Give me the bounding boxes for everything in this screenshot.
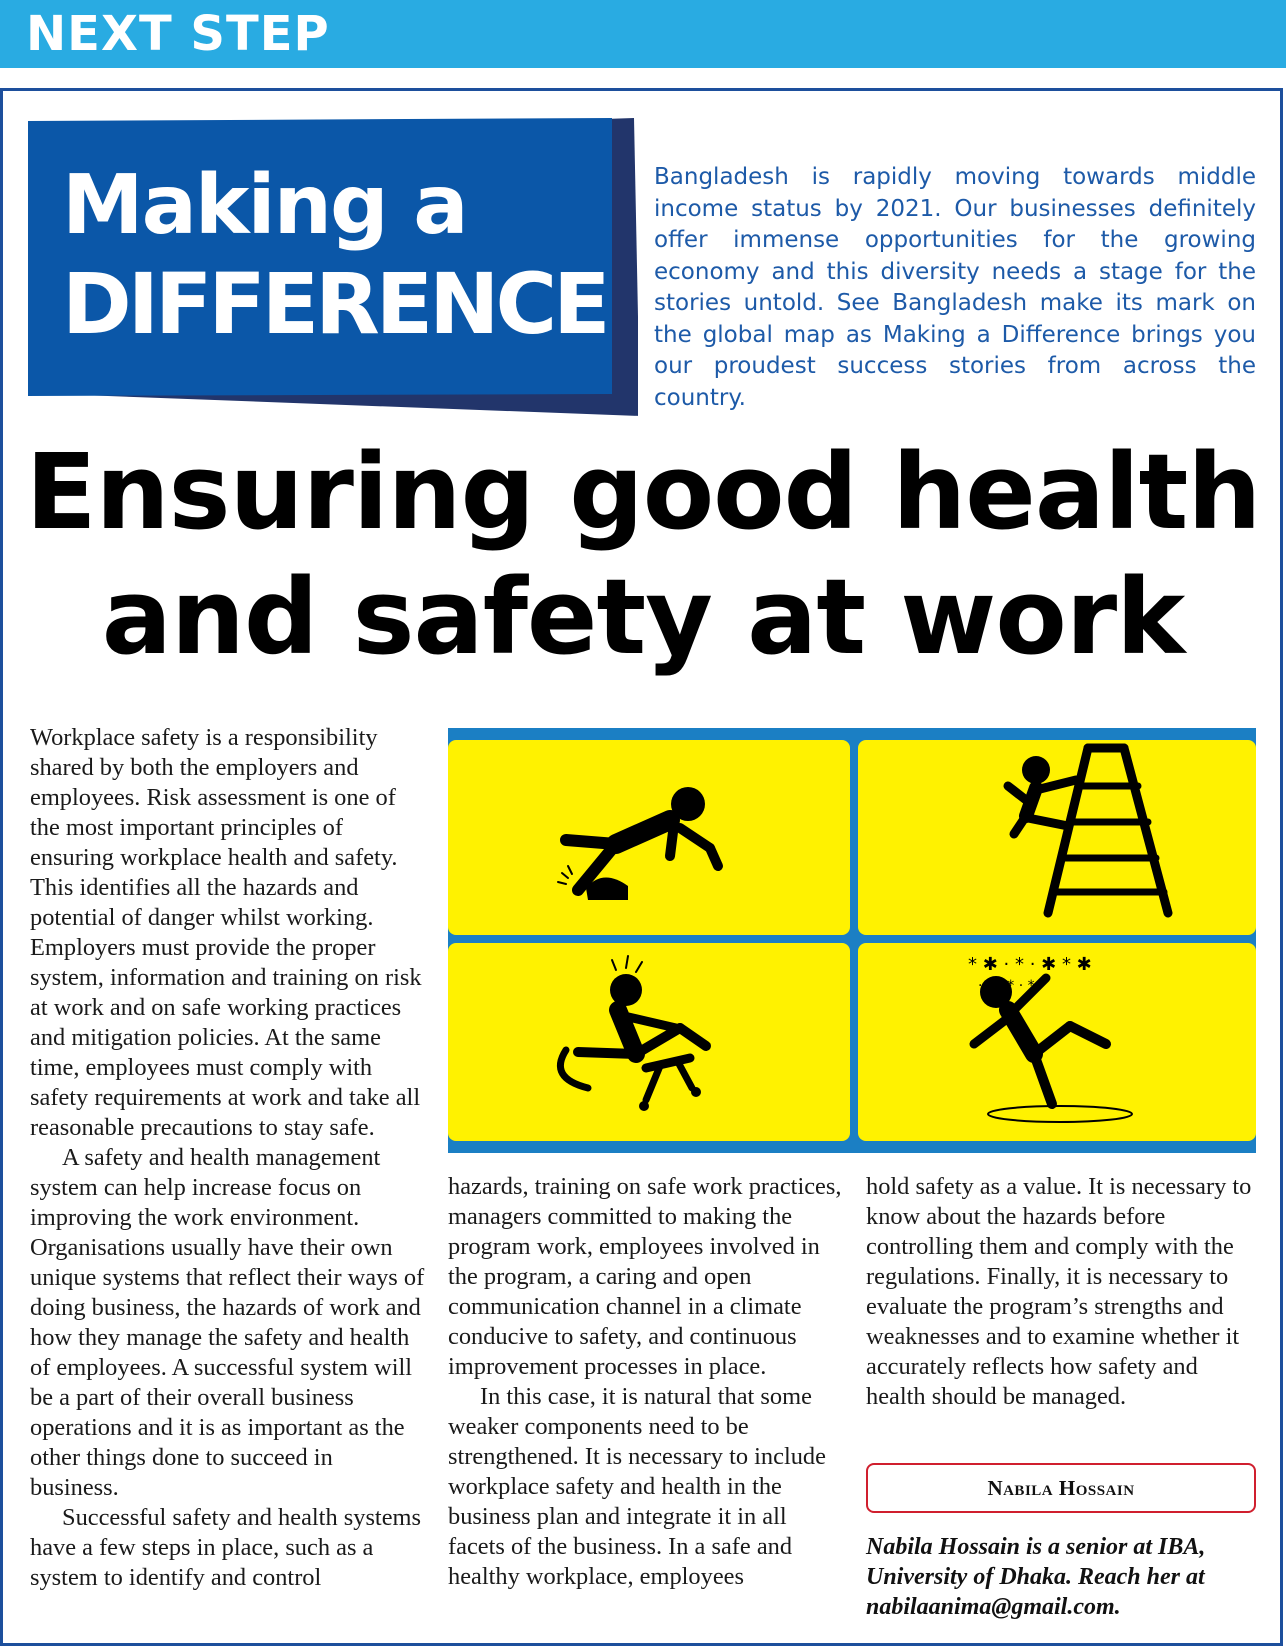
hazard-illustration [448,728,1256,1153]
svg-text:* ✱ · * · ✱ * ✱: * ✱ · * · ✱ * ✱ [968,954,1092,975]
paragraph: A safety and health management system can help increase focus on improving the work environment. Organisations usually have their own unique systems that reflect their ways of doing business, the hazards of work and how they manage the safety and health of employees. A successful system will be a part of their overall business operations and it is as important as the other things done to succeed in business. [30,1144,425,1501]
article-column-3 [866,1172,1261,1412]
series-banner [28,118,638,418]
series-intro: Bangladesh is rapidly moving towards middle income status by 2021. Our businesses definitely offer immense opportunities for the growing economy and this diversity needs a stage for the stories untold. See Bangladesh make its mark on the global map as Making a Difference brings you our proudest success stories from across the country. [654,164,1256,411]
article-headline [20,430,1266,680]
banner-title-line1: Making a [62,158,467,253]
banner-title-line2: DIFFERENCE [62,255,607,353]
ladder-fall-panel [858,740,1256,935]
paragraph: Workplace safety is a responsibility shared by both the employers and employees. Risk assessment is one of the most important principles of ensuring workplace health and safety. This identifies all the hazards and potential of danger whilst working. Employers must provide the proper system, information and training on risk at work and on safe working practices and mitigation policies. At the same time, employees must comply with safety requirements at work and take all reasonable precautions to stay safe. [30,724,422,1141]
hazard-illustration-graphic [448,728,1256,1153]
paragraph: hazards, training on safe work practices, managers committed to making the program work, employees involved in the program, a caring and open communication channel in a climate conducive to safety, and continuous improvement processes in place. [448,1173,842,1380]
svg-text:· * · * · * *: · * · * · * * [978,978,1047,994]
section-label: NEXT STEP [26,6,330,62]
section-header-bar [0,0,1286,68]
paragraph: Successful safety and health systems have a few steps in place, such as a system to identify and control [30,1504,421,1591]
article-column-1 [30,723,425,1593]
author-bio: Nabila Hossain is a senior at IBA, University of Dhaka. Reach her at nabilaanima@gmail.com. [866,1534,1206,1620]
headline-line2: and safety at work [101,556,1185,678]
author-byline: Nabila Hossain [866,1463,1256,1513]
headline-line1: Ensuring good health [25,431,1261,553]
article-column-2 [448,1172,843,1592]
paragraph: hold safety as a value. It is necessary to know about the hazards before controlling them and comply with the regulations. Finally, it is necessary to evaluate the program’s strengths and weaknesses and to examine whether it accurately reflects how safety and health should be managed. [866,1173,1252,1410]
paragraph: In this case, it is natural that some weaker components need to be strengthened. It is necessary to include workplace safety and health in the business plan and integrate it in all facets of the business. In a safe and healthy workplace, employees [448,1383,826,1590]
